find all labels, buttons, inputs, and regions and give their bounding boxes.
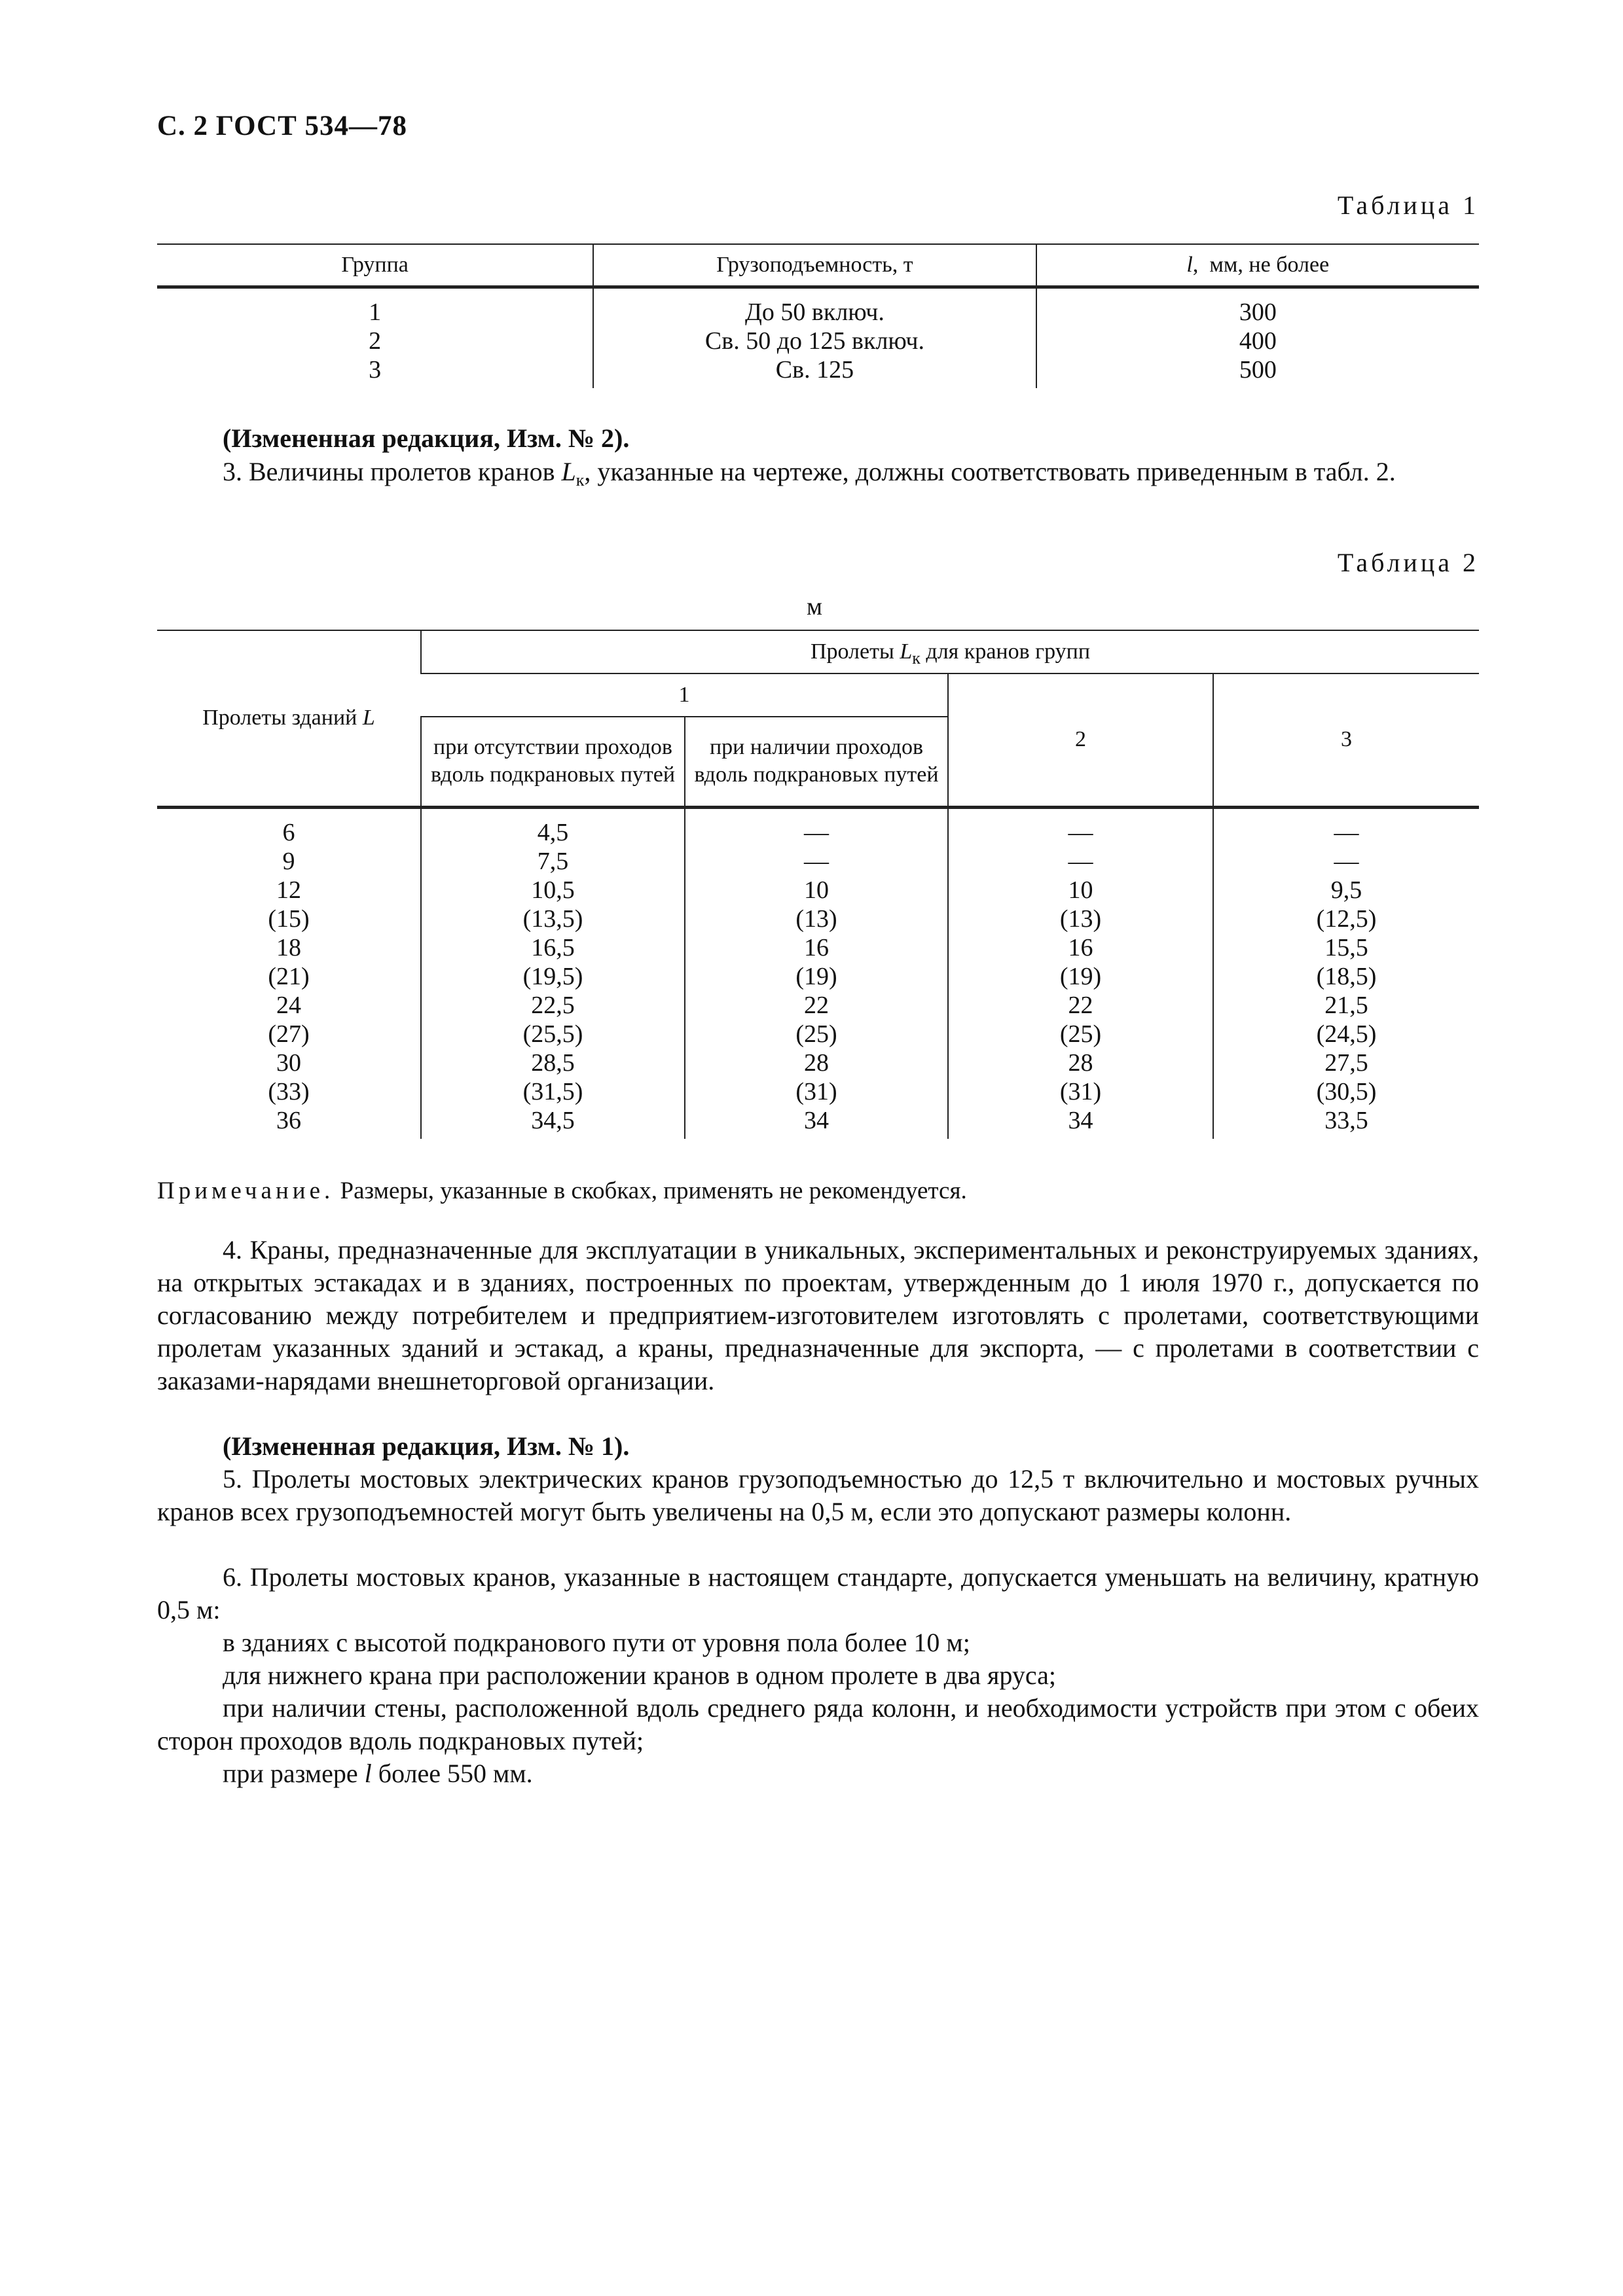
symbol-l: l (364, 1759, 372, 1788)
table-row (157, 1020, 1479, 1049)
table-cell: 2 (369, 327, 382, 355)
table-cell: — (948, 807, 1213, 847)
page-header: С. 2 ГОСТ 534—78 (157, 111, 408, 141)
table2-header-crane-spans-text: Пролеты (810, 639, 900, 664)
table2-note-text: Размеры, указанные в скобках, применять не рекомендуется. (334, 1177, 967, 1204)
table2-header-building-span (157, 630, 421, 807)
table-cell: (18,5) (1213, 962, 1479, 991)
table-cell: — (948, 847, 1213, 876)
table-cell: 9 (282, 847, 295, 875)
table2-header-group-1: 1 (421, 673, 948, 717)
list-item-text: при размере (223, 1759, 365, 1788)
table-cell: (19) (685, 962, 948, 991)
table-cell: (31) (685, 1077, 948, 1106)
table-cell: 28 (948, 1049, 1213, 1077)
table-cell: (31,5) (421, 1077, 685, 1106)
table-cell: (19,5) (421, 962, 685, 991)
table-cell: 10,5 (421, 876, 685, 905)
table-cell: (27) (268, 1020, 310, 1048)
symbol-L: L (362, 706, 375, 730)
table2-header-group-3: 3 (1213, 673, 1479, 807)
table-cell: 10 (685, 876, 948, 905)
list-item-text-end: более 550 мм. (371, 1759, 533, 1788)
table-cell: 6 (282, 818, 295, 846)
table-cell: 1 (369, 298, 382, 326)
table1 (157, 243, 1479, 388)
table-cell: (25) (685, 1020, 948, 1049)
table-row (157, 287, 1479, 327)
table-cell: 18 (276, 933, 301, 961)
table-cell: 400 (1036, 327, 1479, 355)
table-row (157, 991, 1479, 1020)
table-cell: 15,5 (1213, 933, 1479, 962)
table-cell: (30,5) (1213, 1077, 1479, 1106)
table-cell: Св. 50 до 125 включ. (593, 327, 1036, 355)
table-cell: (33) (268, 1077, 310, 1105)
table-cell: 9,5 (1213, 876, 1479, 905)
paragraph-5: 5. Пролеты мостовых электрических кранов грузоподъемностью до 12,5 т включительно и мостовых ручных кранов всех грузоподъемностей могут быть увеличены на 0,5 м, если это допускают размеры колонн. (157, 1464, 1479, 1526)
table-cell: 500 (1036, 355, 1479, 388)
table-cell: До 50 включ. (593, 287, 1036, 327)
table-cell: 34 (948, 1106, 1213, 1139)
table-row (157, 1106, 1479, 1139)
table-cell: (24,5) (1213, 1020, 1479, 1049)
table-row (157, 876, 1479, 905)
table2-note-label: Примечание. (157, 1177, 335, 1204)
table-row (157, 847, 1479, 876)
table-row (157, 807, 1479, 847)
list-item: для нижнего крана при расположении кранов в одном пролете в два яруса; (223, 1660, 1057, 1690)
table-cell: 34 (685, 1106, 948, 1139)
table-cell: 33,5 (1213, 1106, 1479, 1139)
table-cell: Св. 125 (593, 355, 1036, 388)
table2-caption: Таблица 2 (1337, 548, 1479, 577)
table1-header-l-unit: мм, не более (1209, 253, 1330, 277)
paragraph-6: 6. Пролеты мостовых кранов, указанные в настоящем стандарте, допускается уменьшать на величину, кратную 0,5 м: (157, 1562, 1479, 1624)
table-cell: 22 (948, 991, 1213, 1020)
table-cell: 16 (685, 933, 948, 962)
table-cell: 27,5 (1213, 1049, 1479, 1077)
paragraph-3-text: 3. Величины пролетов кранов (223, 457, 562, 486)
table-cell: (13,5) (421, 905, 685, 933)
table-cell: 28,5 (421, 1049, 685, 1077)
list-item: в зданиях с высотой подкранового пути от уровня пола более 10 м; (223, 1628, 970, 1657)
symbol-L: L (561, 457, 576, 486)
table1-header-group: Группа (157, 244, 593, 287)
table1-header-capacity: Грузоподъемность, т (593, 244, 1036, 287)
amendment-note-2: (Измененная редакция, Изм. № 2). (223, 423, 630, 453)
table-cell: — (685, 847, 948, 876)
table-cell: (15) (268, 905, 310, 933)
table-cell: 4,5 (421, 807, 685, 847)
subscript-k: к (912, 649, 921, 668)
table-cell: 12 (276, 876, 301, 904)
table-cell: 3 (369, 356, 382, 384)
table-row (157, 327, 1479, 355)
symbol-l: l (1186, 253, 1193, 277)
table-cell: 300 (1036, 287, 1479, 327)
table-cell: (21) (268, 962, 310, 990)
amendment-note-1: (Измененная редакция, Изм. № 1). (223, 1431, 630, 1461)
table-row (157, 1077, 1479, 1106)
table-cell: 36 (276, 1106, 301, 1134)
table2-header-crane-spans-tail: для кранов групп (920, 639, 1091, 664)
table-row (157, 962, 1479, 991)
table2-header-crane-spans (421, 630, 1479, 673)
table2-header-building-span-text: Пролеты зданий (202, 706, 363, 730)
table-cell: 21,5 (1213, 991, 1479, 1020)
table2-header-with-passage: при наличии проходов вдоль подкрановых путей (685, 717, 948, 807)
table2-note (157, 1175, 1479, 1208)
table-cell: 7,5 (421, 847, 685, 876)
table-cell: 24 (276, 991, 301, 1019)
table-cell: 28 (685, 1049, 948, 1077)
table-cell: (31) (948, 1077, 1213, 1106)
table-cell: — (685, 807, 948, 847)
paragraph-4: 4. Краны, предназначенные для эксплуатации в уникальных, экспериментальных и реконструируемых зданиях, на открытых эстакадах и в зданиях, построенных по проектам, утвержденным до 1 июля 1970 г., допускается по согласованию между потребителем и предприятием-изготовителем изготовлять с пролетами, соответствующими пролетам указанных зданий и эстакад, а краны, предназначенные для экспорта, — с пролетами в соответствии с заказами-нарядами внешнеторговой организации. (157, 1235, 1479, 1395)
table2-header-group-2: 2 (948, 673, 1213, 807)
table-cell: 30 (276, 1049, 301, 1077)
table2-unit: м (807, 593, 823, 620)
table-cell: 22 (685, 991, 948, 1020)
table-cell: (19) (948, 962, 1213, 991)
table-cell: 10 (948, 876, 1213, 905)
table-row (157, 933, 1479, 962)
table-cell: (25) (948, 1020, 1213, 1049)
table1-header-l: l, мм, не более (1036, 244, 1479, 287)
table-cell: 34,5 (421, 1106, 685, 1139)
table-cell: — (1213, 847, 1479, 876)
table-cell: (25,5) (421, 1020, 685, 1049)
table-cell: (12,5) (1213, 905, 1479, 933)
list-item: при наличии стены, расположенной вдоль среднего ряда колонн, и необходимости устройств при этом с обеих сторон проходов вдоль подкрановых путей; (157, 1693, 1479, 1755)
table-row (157, 1049, 1479, 1077)
table2 (157, 630, 1479, 1139)
list-item (157, 1757, 1479, 1790)
table1-caption: Таблица 1 (1337, 190, 1479, 220)
table-cell: (13) (948, 905, 1213, 933)
table-row (157, 355, 1479, 388)
table-cell: 22,5 (421, 991, 685, 1020)
paragraph-3-text-end: , указанные на чертеже, должны соответствовать приведенным в табл. 2. (584, 457, 1396, 486)
table2-header-no-passage: при отсутствии проходов вдоль подкрановых путей (421, 717, 685, 807)
table-cell: 16 (948, 933, 1213, 962)
symbol-L: L (900, 639, 913, 664)
paragraph-3 (157, 456, 1479, 488)
subscript-k: к (575, 471, 585, 490)
table-cell: 16,5 (421, 933, 685, 962)
table-row (157, 905, 1479, 933)
table-cell: — (1213, 807, 1479, 847)
table-cell: (13) (685, 905, 948, 933)
